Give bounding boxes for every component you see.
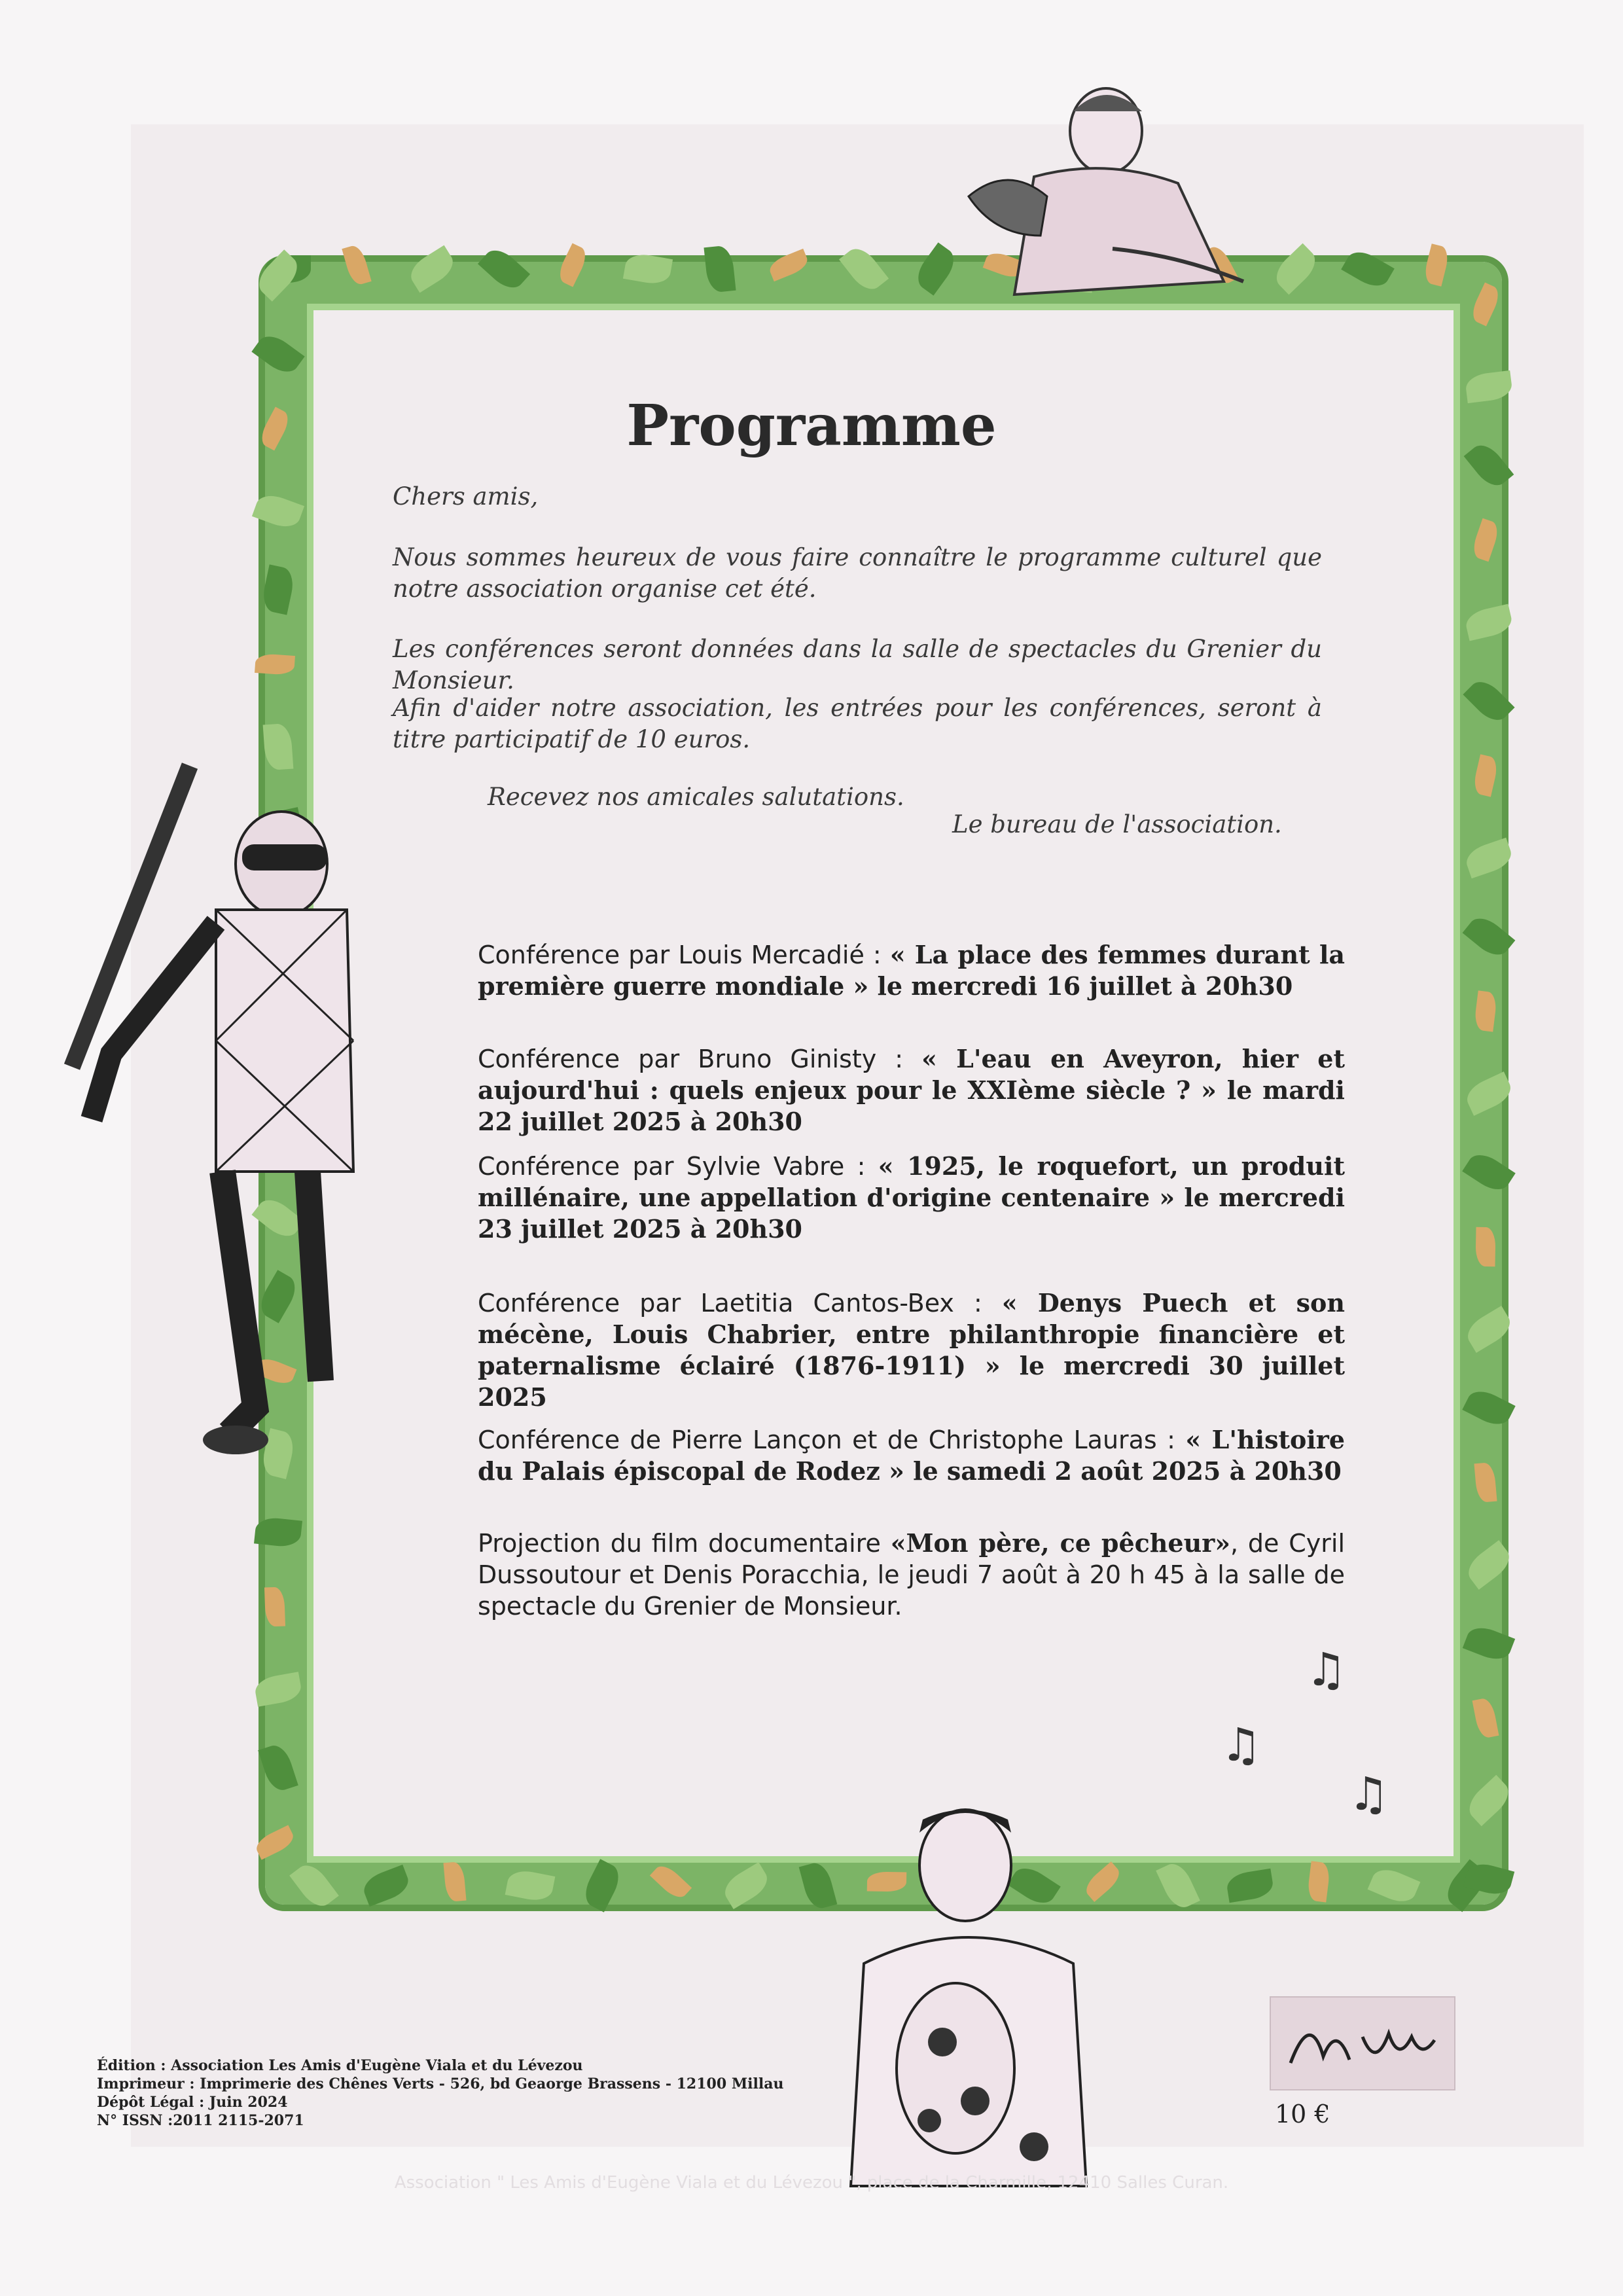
leaf-icon: [1475, 1227, 1495, 1267]
pierrot-figure: [812, 1793, 1126, 2199]
music-note-icon: ♫: [1348, 1767, 1389, 1821]
printer-line: Imprimeur : Imprimerie des Chênes Verts - 526, bd Geaorge Brassens - 12100 Millau: [97, 2075, 784, 2092]
price-label: 10 €: [1275, 2100, 1330, 2128]
music-note-icon: ♫: [1306, 1643, 1347, 1696]
intro-paragraph-2: Les conférences seront données dans la salle de spectacles du Grenier du Monsieur.: [393, 635, 1322, 694]
signature-line: Le bureau de l'association.: [952, 810, 1282, 838]
music-note-icon: ♫: [1221, 1718, 1262, 1772]
handwritten-signature-icon: [1271, 1998, 1454, 2089]
event-6: Projection du film documentaire «Mon père, ce pêcheur», de Cyril Dussoutour et Denis Poracchia, le jeudi 7 août à 20 h 45 à la salle de spectacle du Grenier de Monsieur.: [478, 1528, 1346, 1621]
event-5: Conférence de Pierre Lançon et de Christophe Lauras : « L'histoire du Palais épiscopal de Rodez » le samedi 2 août 2025 à 20h30: [478, 1425, 1346, 1486]
intro-paragraph-3: Afin d'aider notre association, les entrées pour les conférences, seront à titre participatif de 10 euros.: [393, 694, 1322, 753]
edition-line: Édition : Association Les Amis d'Eugène Viala et du Lévezou: [97, 2057, 583, 2074]
lady-figure: [916, 85, 1283, 321]
event-4: Conférence par Laetitia Cantos-Bex : « Denys Puech et son mécène, Louis Chabrier, entre philanthropie financière et paternalisme éclairé (1876-1911) » le mercredi 30 juillet 2025: [478, 1288, 1346, 1412]
issn-line: N° ISSN :2011 2115-2071: [97, 2112, 304, 2129]
event-2: Conférence par Bruno Ginisty : « L'eau en Aveyron, hier et aujourd'hui : quels enjeux pour le XXIème siècle ? » le mardi 22 juillet 2025 à 20h30: [478, 1044, 1345, 1136]
legal-line: Dépôt Légal : Juin 2024: [97, 2094, 288, 2111]
harlequin-figure: [46, 753, 412, 1604]
event-1: Conférence par Louis Mercadié : « La place des femmes durant la première guerre mondiale » le mercredi 16 juillet à 20h30: [478, 940, 1346, 1001]
greeting: Chers amis,: [393, 482, 539, 511]
faded-address-line: Association " Les Amis d'Eugène Viala et du Lévezou ", place de la Charmille, 12410 Salles Curan.: [394, 2173, 1229, 2193]
signature-stamp: [1270, 1996, 1455, 2090]
page-title: Programme: [626, 393, 997, 459]
closing-line: Recevez nos amicales salutations.: [488, 783, 904, 811]
colophon: [97, 2056, 784, 2130]
intro-paragraph-1: Nous sommes heureux de vous faire connaître le programme culturel que notre association organise cet été.: [393, 543, 1322, 603]
event-3: Conférence par Sylvie Vabre : « 1925, le roquefort, un produit millénaire, une appellation d'origine centenaire » le mercredi 23 juillet 2025 à 20h30: [478, 1151, 1345, 1244]
